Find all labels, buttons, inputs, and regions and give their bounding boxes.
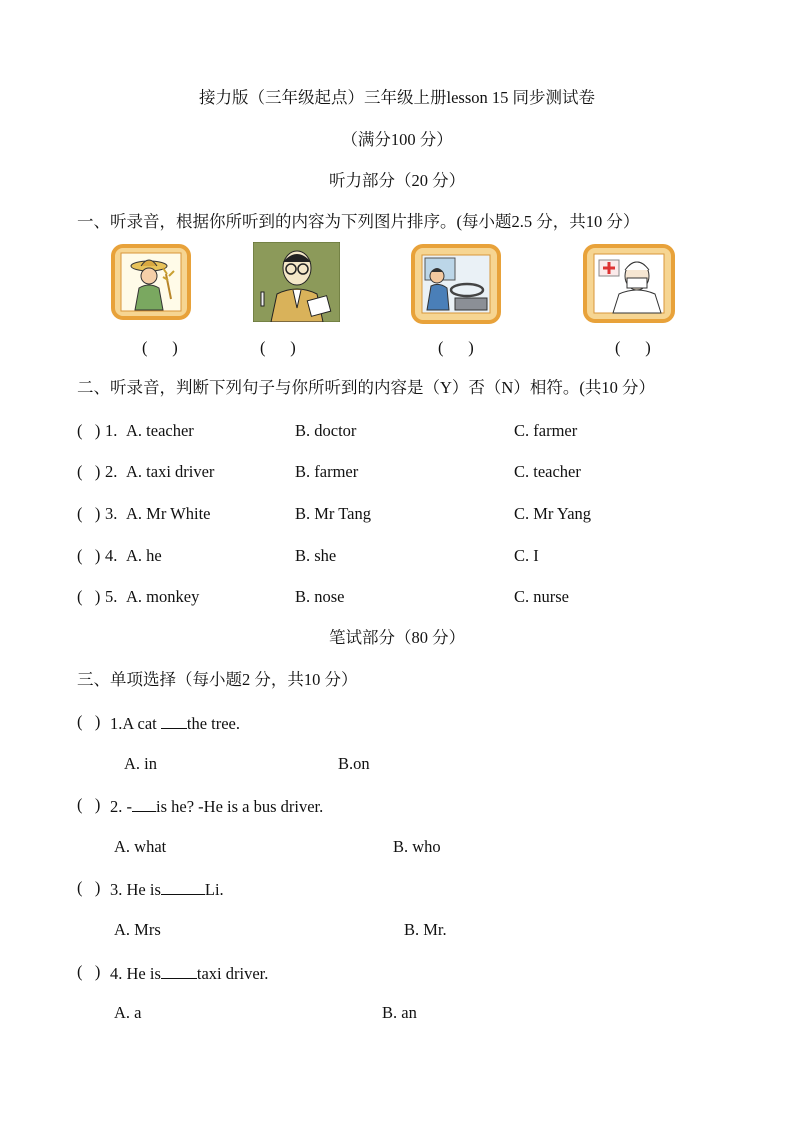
- fill-blank[interactable]: [161, 878, 205, 895]
- picture3-answer-paren[interactable]: ( ): [438, 338, 474, 357]
- question-number: 3.: [105, 504, 118, 523]
- section3-answer-paren[interactable]: ( ): [77, 878, 101, 897]
- option-c: C. Mr Yang: [514, 504, 592, 523]
- option-c: C. nurse: [514, 587, 569, 606]
- section1-instruction: 一、听录音，根据你所听到的内容为下列图片排序。(每小题2.5 分，共10 分）: [77, 212, 640, 231]
- section3-answer-paren[interactable]: ( ): [77, 712, 101, 731]
- question-number: 4.: [105, 546, 118, 565]
- option-a: A. what: [114, 837, 167, 856]
- page-title: 接力版（三年级起点）三年级上册lesson 15 同步测试卷: [199, 88, 595, 107]
- option-b: B. farmer: [295, 462, 359, 481]
- picture4-answer-paren[interactable]: ( ): [615, 338, 651, 357]
- question-text: 1.A cat the tree.: [110, 714, 241, 733]
- option-b: B. an: [382, 1003, 417, 1022]
- option-b: B. Mr Tang: [295, 504, 371, 523]
- option-c: C. farmer: [514, 421, 578, 440]
- option-b: B. nose: [295, 587, 345, 606]
- section2-answer-paren[interactable]: ( ): [77, 546, 101, 565]
- option-b: B. she: [295, 546, 337, 565]
- teacher-picture-icon: [253, 242, 340, 322]
- doctor-picture-icon: [583, 244, 675, 323]
- option-a: A. Mr White: [126, 504, 211, 523]
- farmer-picture-icon: [111, 244, 191, 320]
- option-b: B. who: [393, 837, 441, 856]
- option-c: C. teacher: [514, 462, 581, 481]
- section2-answer-paren[interactable]: ( ): [77, 504, 101, 523]
- question-number: 1.: [105, 421, 118, 440]
- section2-answer-paren[interactable]: ( ): [77, 421, 101, 440]
- option-a: A. Mrs: [114, 920, 161, 939]
- option-a: A. in: [124, 754, 157, 773]
- full-score: （满分100 分）: [341, 130, 453, 149]
- option-b: B. doctor: [295, 421, 357, 440]
- option-a: A. teacher: [126, 421, 194, 440]
- section2-answer-paren[interactable]: ( ): [77, 462, 101, 481]
- option-a: A. taxi driver: [126, 462, 215, 481]
- fill-blank[interactable]: [161, 962, 197, 979]
- fill-blank[interactable]: [132, 795, 156, 812]
- question-number: 2.: [105, 462, 118, 481]
- option-b: B. Mr.: [404, 920, 447, 939]
- section3-instruction: 三、单项选择（每小题2 分，共10 分）: [77, 670, 358, 689]
- option-a: A. a: [114, 1003, 142, 1022]
- question-text: 4. He is taxi driver.: [110, 964, 269, 983]
- fill-blank[interactable]: [161, 712, 187, 729]
- section2-instruction: 二、听录音，判断下列句子与你所听到的内容是（Y）否（N）相符。(共10 分）: [77, 378, 655, 397]
- picture2-answer-paren[interactable]: ( ): [260, 338, 296, 357]
- option-b: B.on: [338, 754, 370, 773]
- listening-heading: 听力部分（20 分）: [328, 171, 466, 190]
- option-a: A. he: [126, 546, 162, 565]
- bus-driver-picture-icon: [411, 244, 501, 324]
- question-text: 2. - is he? -He is a bus driver.: [110, 797, 324, 816]
- question-number: 5.: [105, 587, 118, 606]
- picture1-answer-paren[interactable]: ( ): [142, 338, 178, 357]
- section2-answer-paren[interactable]: ( ): [77, 587, 101, 606]
- written-heading: 笔试部分（80 分）: [328, 628, 466, 647]
- question-text: 3. He is Li.: [110, 880, 224, 899]
- option-c: C. I: [514, 546, 539, 565]
- section3-answer-paren[interactable]: ( ): [77, 962, 101, 981]
- section3-answer-paren[interactable]: ( ): [77, 795, 101, 814]
- option-a: A. monkey: [126, 587, 200, 606]
